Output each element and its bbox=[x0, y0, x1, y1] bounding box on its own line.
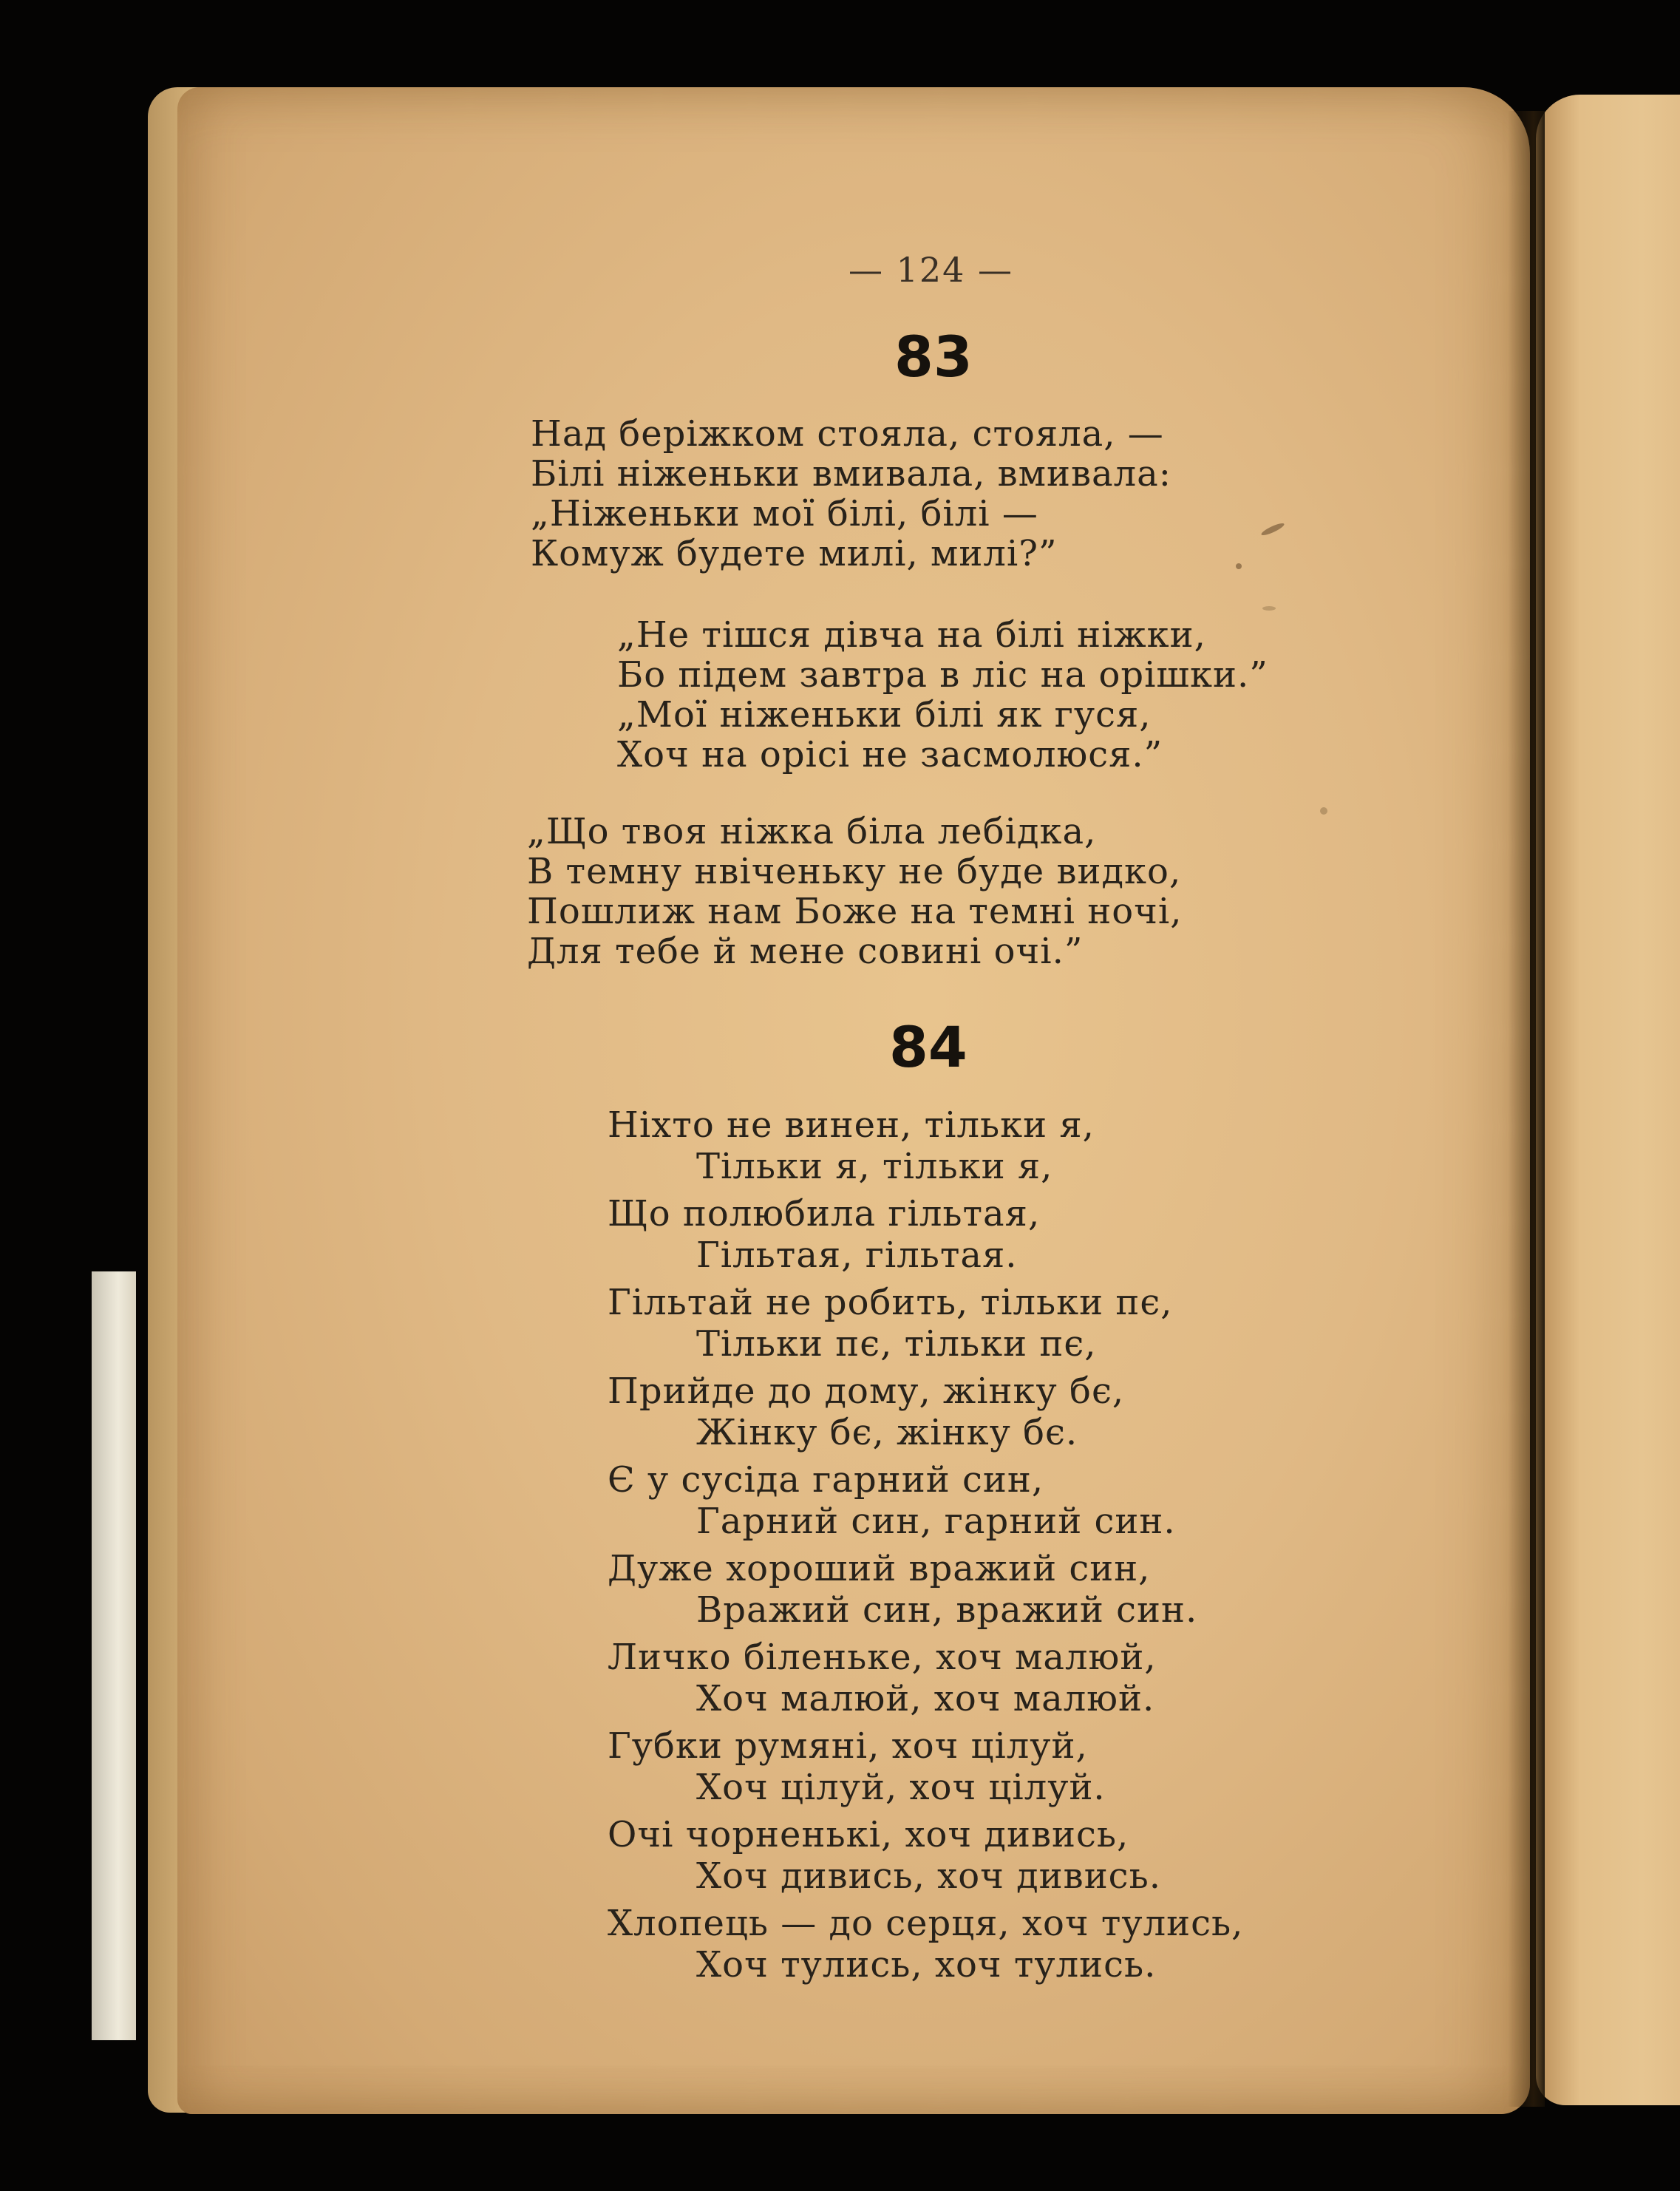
page-gutter-shadow bbox=[1508, 111, 1545, 2107]
verse-line: Білі ніженьки вмивала, вмивала: bbox=[531, 453, 1171, 495]
verse-refrain: Хоч дивись, хоч дивись. bbox=[696, 1855, 1161, 1897]
verse-line: Очі чорненькі, хоч дивись, bbox=[608, 1814, 1129, 1855]
couplet bbox=[608, 1193, 1243, 1276]
verse-line: „Що твоя ніжка біла лебідка, bbox=[527, 811, 1097, 852]
paper-speck bbox=[1320, 807, 1327, 815]
white-tab bbox=[92, 1271, 136, 2040]
verse-line: Личко біленьке, хоч малюй, bbox=[608, 1637, 1157, 1678]
verse-line: Що полюбила гільтая, bbox=[608, 1193, 1041, 1234]
verse-line: Комуж будете милі, милі?” bbox=[531, 533, 1058, 574]
poem-number-84: 84 bbox=[889, 1014, 967, 1080]
poem-83-stanza-3 bbox=[527, 812, 1182, 971]
verse-line: Бо підем завтра в ліс на орішки.” bbox=[617, 654, 1268, 696]
verse-line: „Не тішся дівча на білі ніжки, bbox=[617, 614, 1206, 656]
verse-line: Гільтай не робить, тільки пє, bbox=[608, 1282, 1173, 1323]
couplet bbox=[608, 1282, 1243, 1365]
verse-refrain: Гільтая, гільтая. bbox=[696, 1234, 1018, 1276]
couplet bbox=[608, 1637, 1243, 1719]
couplet bbox=[608, 1370, 1243, 1453]
verse-line: Хоч на орісі не засмолюся.” bbox=[617, 734, 1163, 775]
verse-line: Пошлиж нам Боже на темні ночі, bbox=[527, 891, 1183, 932]
verse-line: Для тебе й мене совині очі.” bbox=[527, 931, 1084, 972]
couplet bbox=[608, 1459, 1243, 1542]
verse-line: Прийде до дому, жінку бє, bbox=[608, 1370, 1125, 1412]
couplet bbox=[608, 1903, 1243, 1986]
verse-refrain: Гарний син, гарний син. bbox=[696, 1501, 1176, 1542]
paper-speck bbox=[1236, 563, 1242, 569]
verse-line: Хлопець — до серця, хоч тулись, bbox=[608, 1903, 1244, 1944]
verse-refrain: Хоч цілуй, хоч цілуй. bbox=[696, 1767, 1106, 1808]
couplet bbox=[608, 1725, 1243, 1808]
couplet bbox=[608, 1548, 1243, 1631]
verse-line: „Мої ніженьки білі як гуся, bbox=[617, 694, 1152, 736]
paper-speck bbox=[1262, 606, 1276, 611]
couplet bbox=[608, 1104, 1243, 1187]
verse-refrain: Тільки я, тільки я, bbox=[696, 1146, 1053, 1187]
verse-line: Губки румяні, хоч цілуй, bbox=[608, 1725, 1088, 1767]
verse-refrain: Хоч тулись, хоч тулись. bbox=[696, 1944, 1157, 1986]
poem-83-stanza-1 bbox=[531, 414, 1171, 574]
verse-line: „Ніженьки мої білі, білі — bbox=[531, 493, 1038, 534]
poem-84-body bbox=[608, 1104, 1243, 1991]
verse-line: Є у сусіда гарний син, bbox=[608, 1459, 1044, 1501]
verse-refrain: Хоч малюй, хоч малюй. bbox=[696, 1678, 1155, 1719]
poem-83-stanza-2 bbox=[617, 615, 1268, 775]
verse-line: Ніхто не винен, тільки я, bbox=[608, 1104, 1095, 1146]
verse-line: Над беріжком стояла, стояла, — bbox=[531, 413, 1164, 455]
poem-number-83: 83 bbox=[894, 324, 973, 390]
page-number: — 124 — bbox=[848, 250, 1014, 290]
verse-line: В темну нвіченьку не буде видко, bbox=[527, 851, 1182, 892]
verse-refrain: Жінку бє, жінку бє. bbox=[696, 1412, 1078, 1453]
verse-refrain: Тільки пє, тільки пє, bbox=[696, 1323, 1097, 1365]
next-page-edge bbox=[1536, 95, 1680, 2105]
verse-line: Дуже хороший вражий син, bbox=[608, 1548, 1151, 1589]
verse-refrain: Вражий син, вражий син. bbox=[696, 1589, 1198, 1631]
couplet bbox=[608, 1814, 1243, 1897]
